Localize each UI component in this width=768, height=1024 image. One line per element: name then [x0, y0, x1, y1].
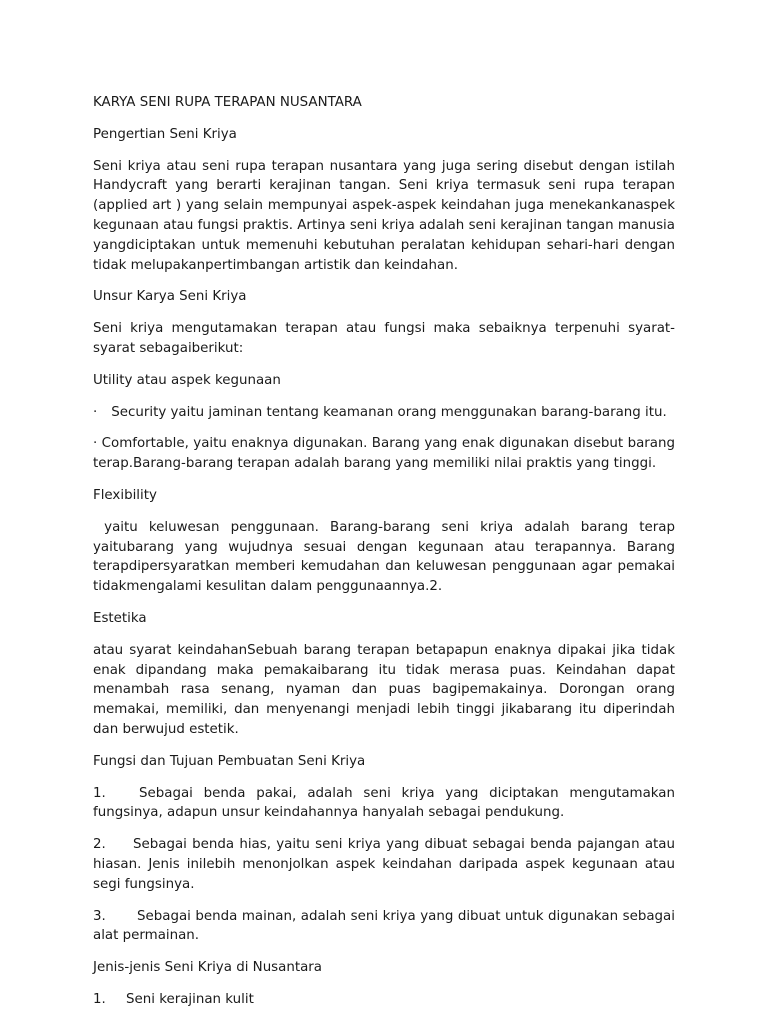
heading-pengertian: Pengertian Seni Kriya: [93, 126, 237, 142]
list-item: [93, 907, 675, 947]
document-page: [93, 93, 680, 1022]
heading-estetika: Estetika: [93, 610, 147, 626]
list-item-number: 1.: [93, 991, 106, 1007]
list-item: [93, 784, 675, 824]
heading-unsur: Unsur Karya Seni Kriya: [93, 289, 247, 305]
paragraph-flexibility: yaitu keluwesan penggunaan. Barang-barang seni kriya adalah barang terap yaitubarang yang wujudnya sesuai dengan kegunaan atau terapannya. Barang terapdipersyaratkan memberi kemudahan dan keluwesan penggunaan agar pemakai tidakmengalami kesulitan dalam penggunaannya.2.: [93, 519, 680, 595]
list-item-number: 2.: [93, 837, 106, 853]
heading-jenis: Jenis-jenis Seni Kriya di Nusantara: [93, 960, 323, 976]
heading-fungsi: Fungsi dan Tujuan Pembuatan Seni Kriya: [93, 753, 366, 769]
list-item-number: 1.: [93, 785, 106, 801]
list-item-number: 3.: [93, 908, 106, 924]
list-item-text: Sebagai benda mainan, adalah seni kriya yang dibuat untuk digunakan sebagai alat permainan.: [93, 908, 675, 944]
heading-flexibility: Flexibility: [93, 487, 157, 503]
bullet-security: [93, 403, 675, 423]
paragraph-unsur: Seni kriya mengutamakan terapan atau fungsi maka sebaiknya terpenuhi syarat-syarat sebagaiberikut:: [93, 321, 675, 356]
list-item-text: Sebagai benda pakai, adalah seni kriya yang diciptakan mengutamakan fungsinya, adapun unsur keindahannya hanyalah sebagai pendukung.: [93, 785, 675, 821]
list-item: [93, 835, 675, 894]
bullet-comfortable: · Comfortable, yaitu enaknya digunakan. Barang yang enak digunakan disebut barang terap.Barang-barang terapan adalah barang yang memiliki nilai praktis yang tinggi.: [93, 436, 675, 472]
list-item: [93, 990, 675, 1010]
bullet-security-text: Security yaitu jaminan tentang keamanan orang menggunakan barang-barang itu.: [111, 404, 667, 420]
bullet-mark: ·: [93, 404, 98, 420]
heading-utility: Utility atau aspek kegunaan: [93, 372, 281, 388]
paragraph-pengertian: Seni kriya atau seni rupa terapan nusantara yang juga sering disebut dengan istilah Handycraft yang berarti kerajinan tangan. Seni kriya termasuk seni rupa terapan (applied art ) yang selain mempunyai aspek-aspek keindahan juga menekankanaspek kegunaan atau fungsi praktis. Artinya seni kriya adalah seni kerajinan tangan manusia yangdiciptakan untuk memenuhi kebutuhan peralatan kehidupan sehari-hari dengan tidak melupakanpertimbangan artistik dan keindahan.: [93, 158, 675, 273]
list-item-text: Sebagai benda hias, yaitu seni kriya yang dibuat sebagai benda pajangan atau hiasan. Jenis inilebih menonjolkan aspek keindahan daripada aspek kegunaan atau segi fungsinya.: [93, 837, 675, 892]
list-item-text: Seni kerajinan kulit: [126, 991, 254, 1007]
paragraph-estetika: atau syarat keindahanSebuah barang terapan betapapun enaknya dipakai jika tidak enak dipandang maka pemakaibarang itu tidak merasa puas. Keindahan dapat menambah rasa senang, nyaman dan puas bagipemakainya. Dorongan orang memakai, memiliki, dan menyenangi menjadi lebih tinggi jikabarang itu diperindah dan berwujud estetik.: [93, 642, 675, 737]
document-title: KARYA SENI RUPA TERAPAN NUSANTARA: [93, 95, 362, 110]
